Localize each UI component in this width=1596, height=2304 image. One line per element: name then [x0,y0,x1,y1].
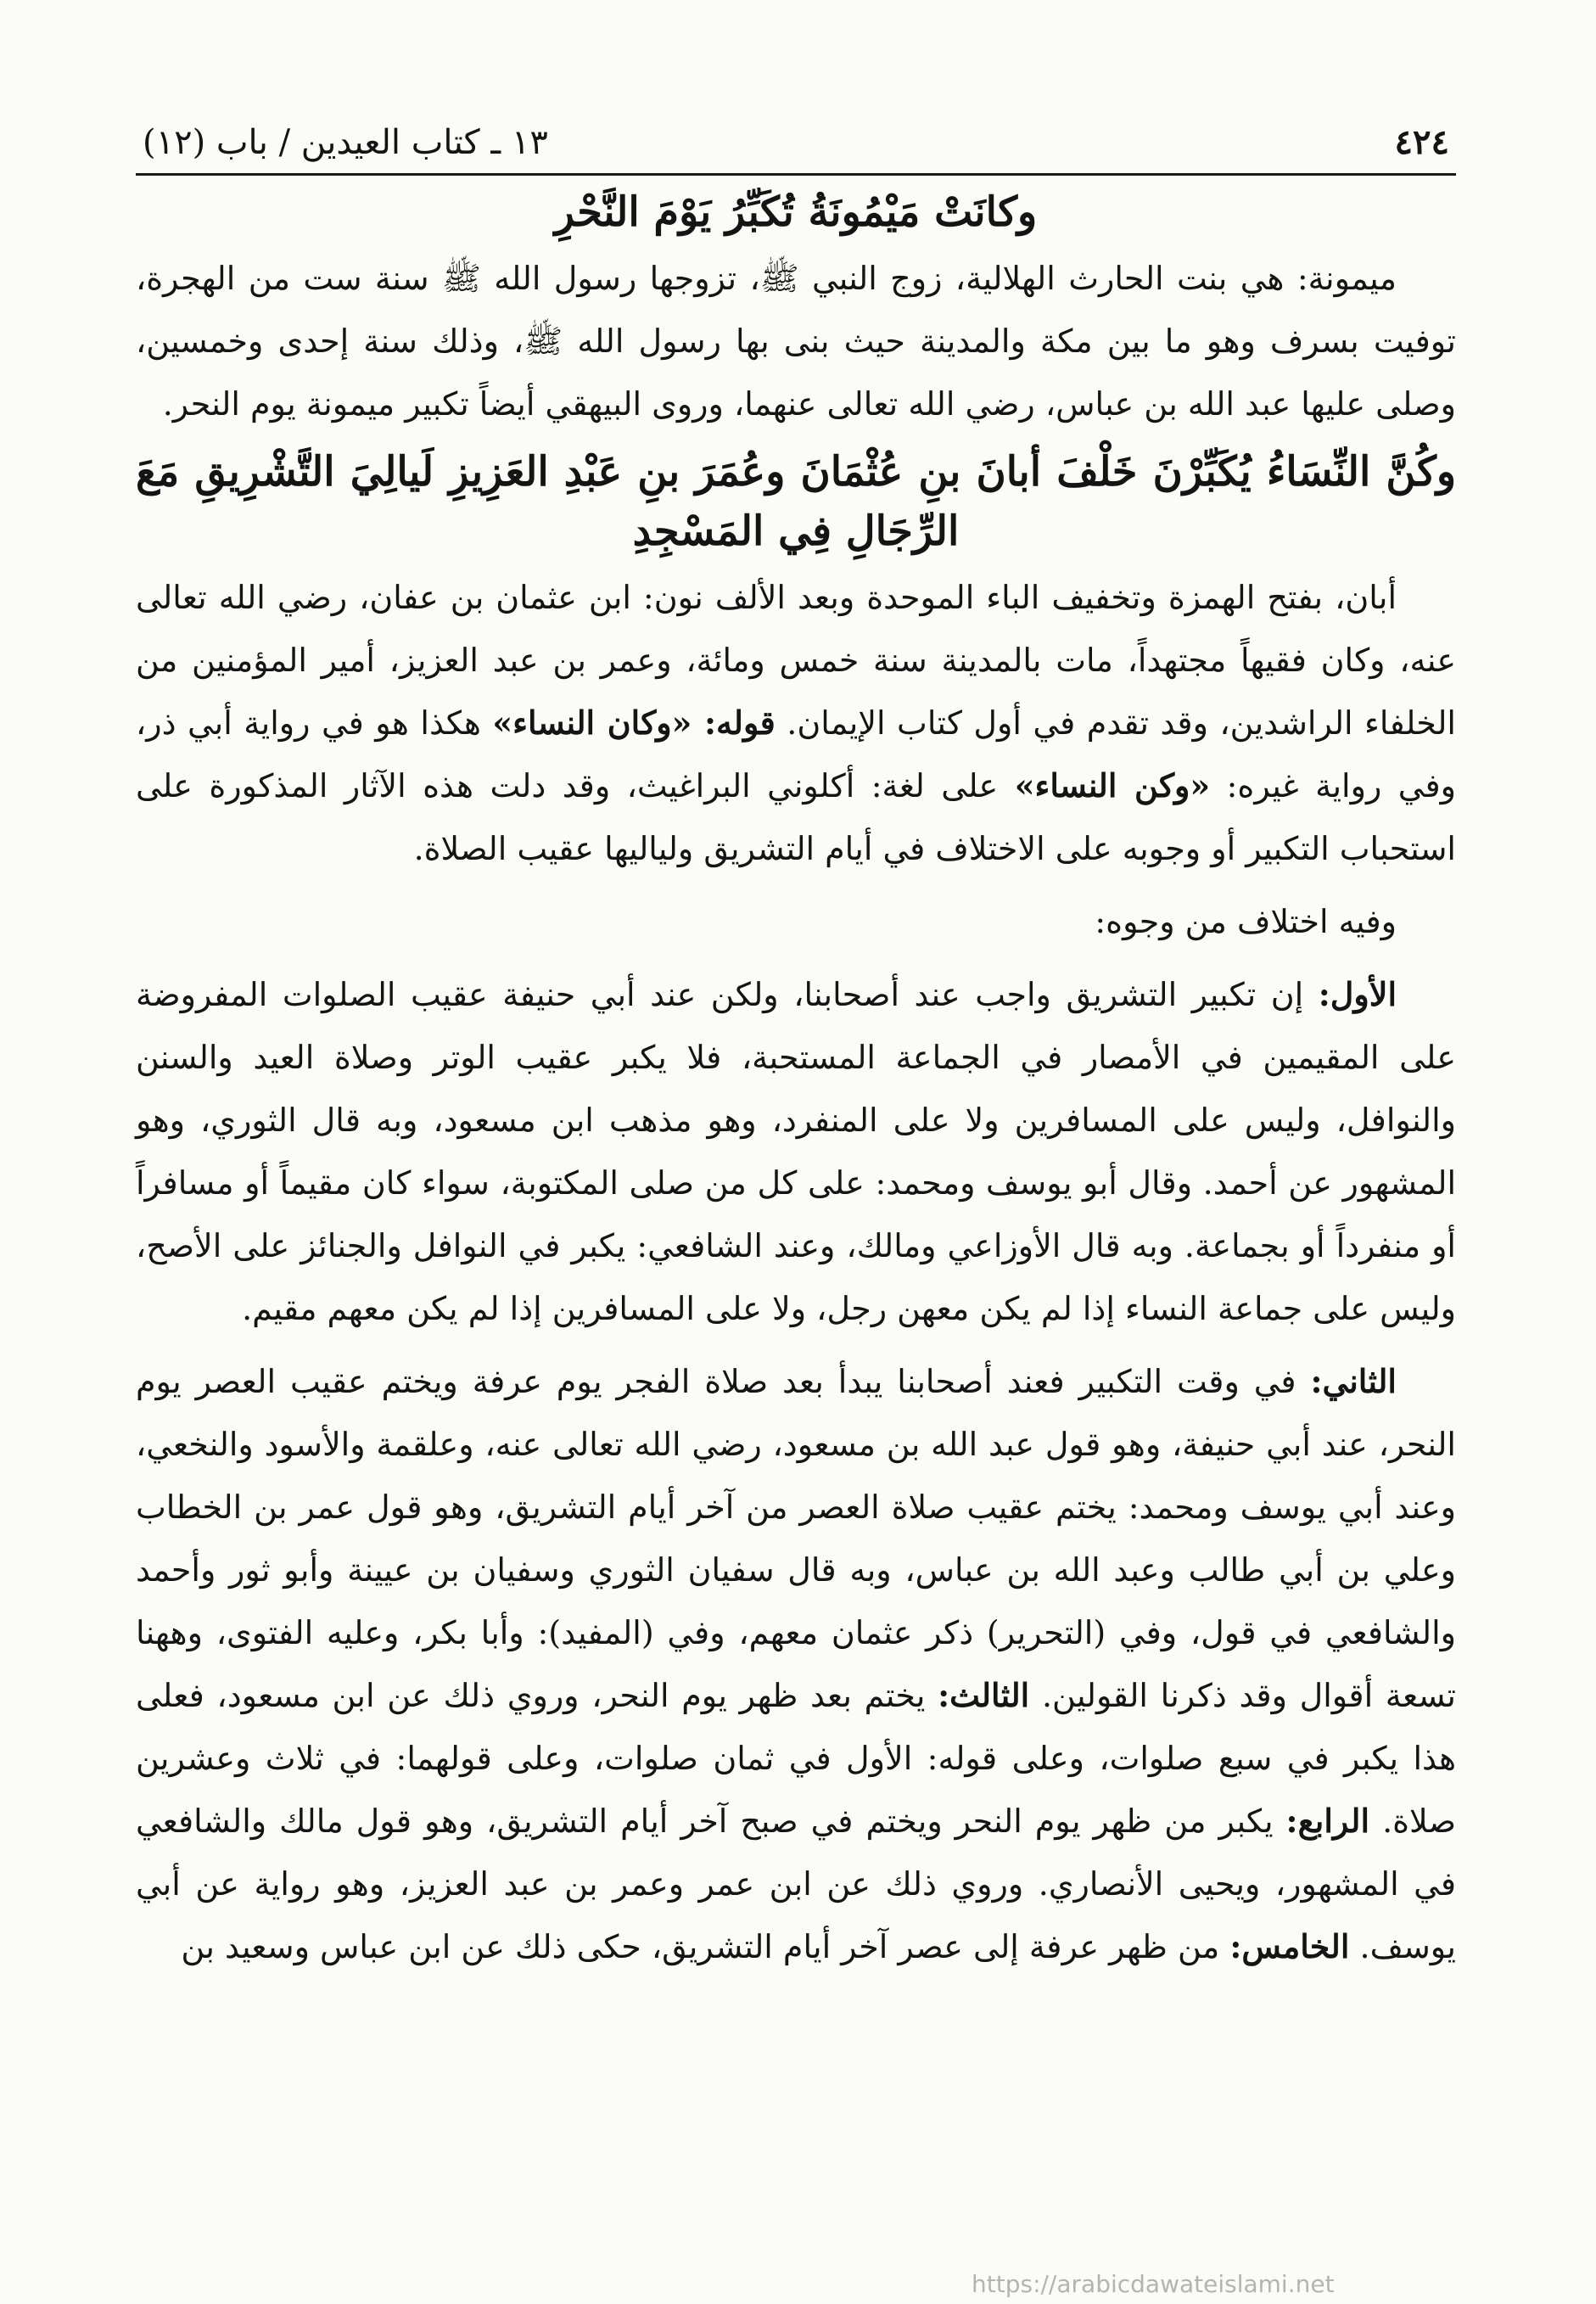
chapter-title: ١٣ ـ كتاب العيدين / باب (١٢) [143,123,548,162]
opinion-first [136,963,1456,1340]
paragraph-text: أبان، بفتح الهمزة وتخفيف الباء الموحدة وبعد الألف نون: ابن عثمان بن عفان، رضي الله تعالى عنه، وكان فقيهاً مجتهداً، مات بالمدينة سنة خمس ومائة، وعمر بن عبد العزيز، أمير المؤمنين من الخلفاء الراشدين، وقد تقدم في أول كتاب الإيمان. [136,579,1456,742]
section-heading-women-takbir: وكُنَّ النِّسَاءُ يُكَبِّرْنَ خَلْفَ أبانَ بنِ عُثْمَانَ وعُمَرَ بنِ عَبْدِ العَزِيزِ لَيالِيَ التَّشْرِيقِ مَعَ الرِّجَالِ فِي المَسْجِدِ [136,448,1456,555]
page-number: ٤٢٤ [1394,122,1449,162]
opinion-label: الثالث: [938,1676,1030,1714]
opinion-label: الخامس: [1229,1927,1350,1965]
opinion-label: الرابع: [1285,1802,1370,1840]
opinion-text: إن تكبير التشريق واجب عند أصحابنا، ولكن عند أبي حنيفة عقيب الصلوات المفروضة على المقيمين في الأمصار في الجماعة المستحبة، فلا يكبر عقيب الوتر وصلاة العيد والسنن والنوافل، وليس على المسافرين ولا على المنفرد، وهو مذهب ابن مسعود، وبه قال الثوري، وهو المشهور عن أحمد. وقال أبو يوسف ومحمد: على كل من صلى المكتوبة، سواء كان مقيماً أو مسافراً أو منفرداً أو بجماعة. وبه قال الأوزاعي ومالك، وعند الشافعي: يكبر في النوافل والجنائز على الأصح، وليس على جماعة النساء إذا لم يكن معهن رجل، ولا على المسافرين إذا لم يكن معهم مقيم. [136,976,1456,1327]
commentary-paragraph: ميمونة: هي بنت الحارث الهلالية، زوج النبي ﷺ، تزوجها رسول الله ﷺ سنة ست من الهجرة، توفيت بسرف وهو ما بين مكة والمدينة حيث بنى بها رسول الله ﷺ، وذلك سنة إحدى وخمسين، وصلى عليها عبد الله بن عباس، رضي الله تعالى عنهما، وروى البيهقي أيضاً تكبير ميمونة يوم النحر. [136,260,1456,423]
quoted-phrase: «وكن النساء» [1014,766,1211,804]
section-heading-maymuna: وكانَتْ مَيْمُونَةُ تُكَبِّرُ يَوْمَ النَّحْرِ [554,188,1038,236]
opinion-second [136,1350,1456,1978]
watermark-url: https://arabicdawateislami.net [972,2270,1335,2298]
opinion-text: في وقت التكبير فعند أصحابنا يبدأ بعد صلاة الفجر يوم عرفة ويختم عقيب العصر يوم النحر، عند أبي حنيفة، وهو قول عبد الله بن مسعود، رضي الله تعالى عنه، وعلقمة والأسود والنخعي، وعند أبي يوسف ومحمد: يختم عقيب صلاة العصر من آخر أيام التشريق، وهو قول عمر بن الخطاب وعلي بن أبي طالب وعبد الله بن عباس، وبه قال سفيان الثوري وسفيان بن عيينة وأبو ثور وأحمد والشافعي في قول، وفي (التحرير) ذكر عثمان معهم، وفي (المفيد): وأبا بكر، وعليه الفتوى، وههنا تسعة أقوال وقد ذكرنا القولين. [136,1363,1456,1714]
paragraph-text: على لغة: أكلوني البراغيث، وقد دلت هذه الآثار المذكورة على استحباب التكبير أو وجوبه على الاختلاف في أيام التشريق ولياليها عقيب الصلاة. [136,767,1456,867]
running-header [136,119,1456,176]
opinion-text: من ظهر عرفة إلى عصر آخر أيام التشريق، حكى ذلك عن ابن عباس وسعيد بن [181,1928,1220,1965]
opinion-text: يختم بعد ظهر يوم النحر، وروي ذلك عن ابن مسعود، فعلى هذا يكبر في سبع صلوات، وعلى قوله: الأول في ثمان صلوات، وعلى قولهما: في ثلاث وعشرين صلاة. [136,1677,1456,1840]
opinion-label: الثاني: [1310,1362,1397,1400]
commentary-paragraph: وفيه اختلاف من وجوه: [1095,903,1397,940]
quoted-phrase: قوله: «وكان النساء» [492,704,776,742]
opinion-text: يكبر من ظهر يوم النحر ويختم في صبح آخر أيام التشريق، وهو قول مالك والشافعي في المشهور، ويحيى الأنصاري. وروي ذلك عن ابن عمر وعمر بن عبد العزيز، وهو رواية عن أبي يوسف. [136,1802,1456,1965]
paragraph-text: هكذا هو في رواية أبي ذر، وفي رواية غيره: [136,704,1456,804]
commentary-paragraph-aban [136,566,1456,880]
opinion-label: الأول: [1318,975,1397,1013]
